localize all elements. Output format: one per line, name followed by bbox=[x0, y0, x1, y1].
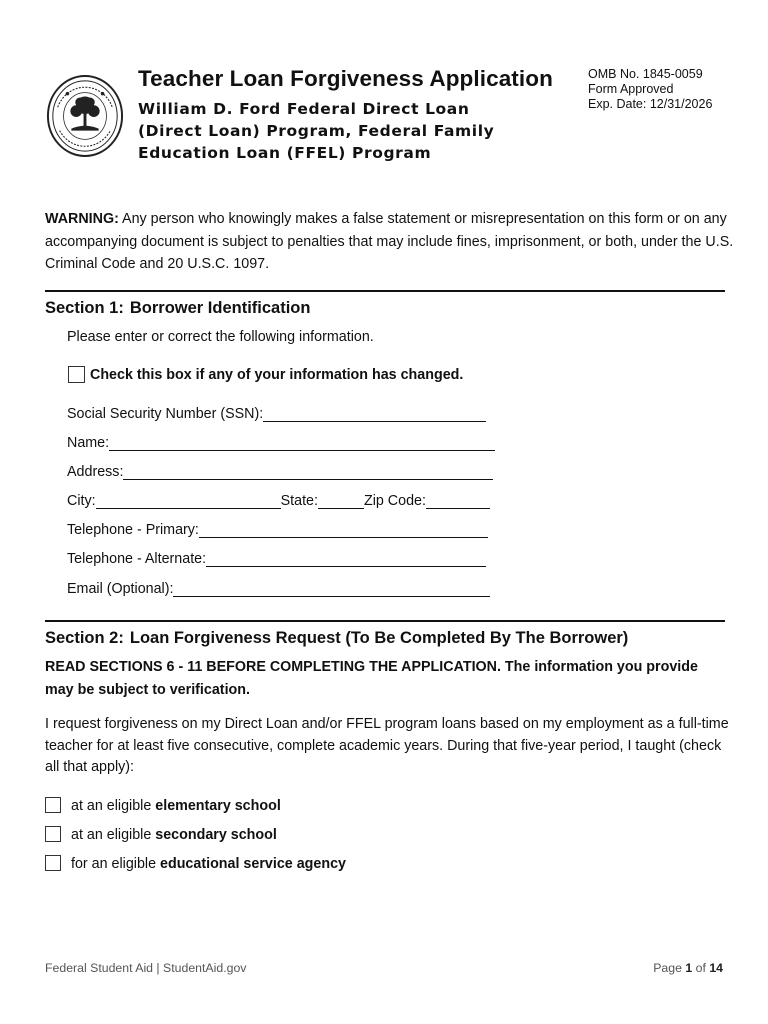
secondary-school-checkbox[interactable] bbox=[45, 826, 61, 842]
form-title: Teacher Loan Forgiveness Application bbox=[138, 66, 553, 91]
elementary-school-checkbox[interactable] bbox=[45, 797, 61, 813]
state-input[interactable] bbox=[318, 494, 364, 509]
email-field bbox=[67, 578, 490, 597]
zip-label: Zip Code: bbox=[363, 493, 426, 509]
name-label: Name: bbox=[67, 435, 110, 451]
page-word: Page bbox=[653, 961, 686, 975]
footer-source: Federal Student Aid | StudentAid.gov bbox=[45, 961, 247, 975]
email-label: Email (Optional): bbox=[67, 581, 174, 597]
section-2-heading bbox=[45, 629, 628, 648]
ssn-field bbox=[67, 403, 486, 422]
form-subtitle bbox=[138, 98, 494, 164]
expiration-date: Exp. Date: 12/31/2026 bbox=[588, 97, 713, 111]
zip-input[interactable] bbox=[426, 494, 490, 509]
ssn-input[interactable] bbox=[263, 407, 486, 422]
state-label: State: bbox=[280, 493, 318, 509]
section-2-title: Loan Forgiveness Request (To Be Completed By The Borrower) bbox=[129, 629, 629, 647]
city-label: City: bbox=[67, 493, 96, 509]
option-prefix: for an eligible bbox=[71, 856, 161, 872]
address-field bbox=[67, 461, 493, 480]
subtitle-line: Education Loan (FFEL) Program bbox=[138, 144, 432, 162]
section-2-number: Section 2: bbox=[45, 629, 124, 647]
name-input[interactable] bbox=[109, 436, 495, 451]
department-of-education-seal bbox=[46, 74, 124, 158]
educational-service-agency-checkbox[interactable] bbox=[45, 855, 61, 871]
phone-alternate-label: Telephone - Alternate: bbox=[67, 551, 207, 567]
info-changed-checkbox[interactable] bbox=[68, 366, 85, 383]
phone-primary-field bbox=[67, 519, 488, 538]
page-number bbox=[653, 961, 723, 975]
option-prefix: at an eligible bbox=[71, 798, 156, 814]
page-of: of bbox=[692, 961, 710, 975]
warning-text: Any person who knowingly makes a false statement or misrepresentation on this form or on any accompanying document is subject to penalties that may include fines, imprisonment, or both, under the U.S. Criminal Code and 20 U.S.C. 1097. bbox=[45, 211, 734, 272]
section-1-title: Borrower Identification bbox=[129, 299, 311, 317]
city-input[interactable] bbox=[96, 494, 281, 509]
subtitle-line: (Direct Loan) Program, Federal Family bbox=[138, 122, 495, 140]
option-prefix: at an eligible bbox=[71, 827, 156, 843]
section-1-heading bbox=[45, 299, 310, 318]
omb-number: OMB No. 1845-0059 bbox=[588, 67, 703, 81]
form-approved: Form Approved bbox=[588, 82, 674, 96]
info-changed-label: Check this box if any of your information has changed. bbox=[90, 367, 464, 383]
phone-primary-label: Telephone - Primary: bbox=[67, 522, 199, 538]
omb-info bbox=[588, 67, 712, 112]
secondary-school-option bbox=[71, 827, 277, 843]
warning-label: WARNING: bbox=[45, 211, 119, 227]
option-emphasis: educational service agency bbox=[160, 856, 346, 872]
name-field bbox=[67, 432, 495, 451]
option-emphasis: elementary school bbox=[155, 798, 281, 814]
total-pages: 14 bbox=[709, 961, 723, 975]
phone-primary-input[interactable] bbox=[199, 523, 488, 538]
phone-alternate-field bbox=[67, 548, 486, 567]
forgiveness-request-text: I request forgiveness on my Direct Loan and/or FFEL program loans based on my employment as a full-time teacher for at least five consecutive, complete academic years. During that five-year period, I taught (check all that apply): bbox=[45, 716, 729, 775]
section-2-divider bbox=[45, 620, 725, 622]
address-label: Address: bbox=[67, 464, 124, 480]
section-1-divider bbox=[45, 290, 725, 292]
section-1-number: Section 1: bbox=[45, 299, 124, 317]
email-input[interactable] bbox=[173, 582, 490, 597]
current-page: 1 bbox=[685, 961, 693, 975]
address-input[interactable] bbox=[123, 465, 493, 480]
ssn-label: Social Security Number (SSN): bbox=[67, 406, 264, 422]
section-1-instruction: Please enter or correct the following information. bbox=[67, 329, 374, 345]
read-sections-notice: READ SECTIONS 6 - 11 BEFORE COMPLETING THE APPLICATION. The information you provide may be subject to verification. bbox=[45, 659, 698, 698]
warning-notice bbox=[45, 208, 735, 276]
phone-alternate-input[interactable] bbox=[206, 552, 486, 567]
option-emphasis: secondary school bbox=[155, 827, 277, 843]
elementary-school-option bbox=[71, 798, 281, 814]
city-state-zip-field bbox=[67, 490, 490, 509]
subtitle-line: William D. Ford Federal Direct Loan bbox=[138, 100, 470, 118]
educational-service-agency-option bbox=[71, 856, 346, 872]
